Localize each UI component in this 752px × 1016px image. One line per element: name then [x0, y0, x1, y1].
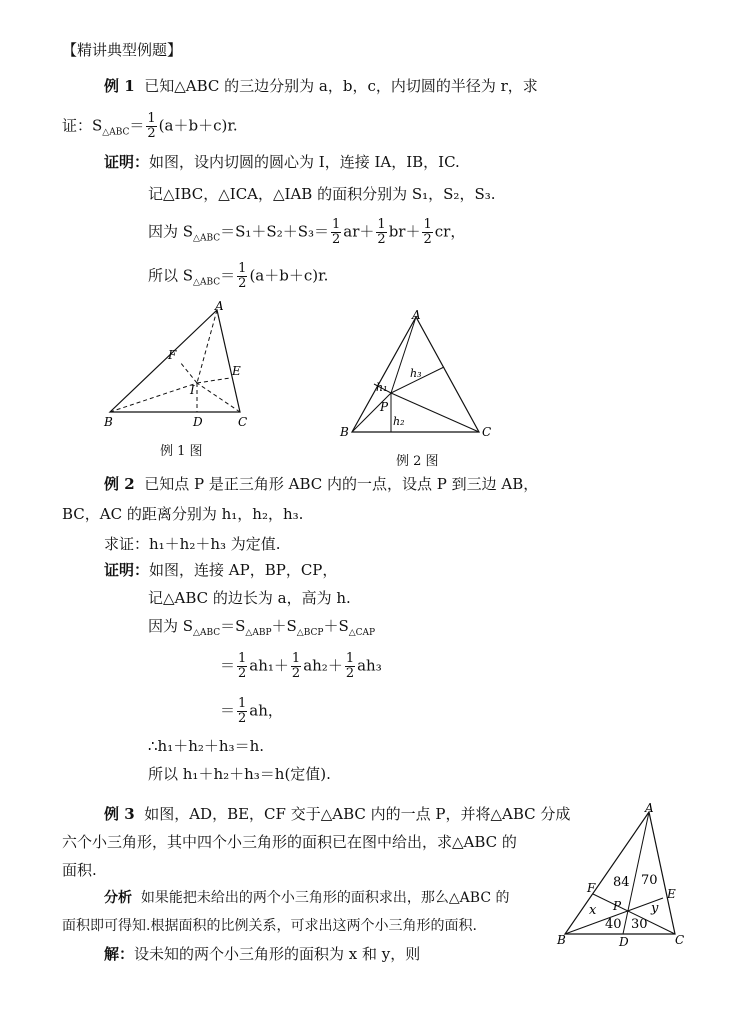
proof-2-line6: ∴h₁＋h₂＋h₃＝h.: [148, 737, 264, 755]
fig3-area-x: x: [589, 903, 597, 918]
fig1-line-ie: [197, 378, 230, 383]
fig3-area-40: 40: [605, 917, 622, 932]
fig3-label-b: B: [557, 933, 566, 947]
example-2-line3: 求证：h₁＋h₂＋h₃ 为定值.: [104, 535, 281, 553]
proof-2-line2: 记△ABC 的边长为 a，高为 h.: [148, 589, 351, 607]
solution-label: 解：: [104, 945, 135, 963]
example-1: [104, 76, 538, 96]
fig2-label-h3: h₃: [410, 367, 422, 380]
fig1-label-f: F: [168, 348, 177, 362]
proof-2-line3: 因为 $S_{\triangle ABC}=S_{\triangle ABP}+S_{\triangle BCP}+S_{\triangle CAP}$: [148, 617, 376, 638]
proof-2-label: 证明：: [104, 561, 150, 579]
proof-2-line1: 证明：如图，连接 AP，BP，CP，: [104, 561, 338, 579]
proof-1-line4: 所以 $S_{\triangle ABC}=$ $\frac{1}{2}$ (a＋b＋c)r.: [148, 261, 329, 291]
fig2-label-h2: h₂: [393, 415, 405, 428]
example-2-line1: 已知点 P 是正三角形 ABC 内的一点，设点 P 到三边 AB，: [144, 475, 539, 493]
proof-2-line5: ＝ $\frac{1}{2}$ ah，: [220, 696, 283, 726]
fig1-label-a: A: [215, 300, 224, 313]
proof-2-line7: 所以 h₁＋h₂＋h₃＝h(定值).: [148, 765, 331, 783]
proof-1-line1: 证明：如图，设内切圆的圆心为 I，连接 IA，IB，IC.: [104, 153, 460, 171]
fig3-label-p: P: [613, 899, 622, 913]
figure-3: [555, 800, 695, 950]
example-3-line2: 六个小三角形，其中四个小三角形的面积已在图中给出，求△ABC 的: [62, 833, 517, 851]
example-2-line2: BC，AC 的距离分别为 h₁，h₂，h₃.: [62, 505, 304, 523]
fig3-area-y: y: [651, 901, 659, 916]
example-1-line2: 证：$S_{\triangle ABC}=$ $\frac{1}{2}$ (a＋b＋c)r.: [62, 111, 238, 141]
fig3-label-c: C: [675, 933, 685, 947]
fig2-label-c: C: [482, 425, 492, 439]
proof-2-line4: ＝ $\frac{1}{2}$ ah₁＋ $\frac{1}{2}$ ah₂＋ $\frac{1}{2}$ ah₃: [220, 651, 382, 681]
fig3-label-f: F: [587, 881, 596, 895]
fig1-label-d: D: [193, 415, 203, 429]
proof-1-label: 证明：: [104, 153, 150, 171]
figure-2: [338, 305, 498, 445]
example-3: [104, 804, 570, 824]
fig3-area-84: 84: [613, 875, 630, 890]
analysis-line1: 分析 如果能把未给出的两个小三角形的面积求出，那么△ABC 的: [104, 890, 510, 906]
fig1-line-ai: [197, 310, 217, 383]
fig1-label-c: C: [238, 415, 248, 429]
example-1-label: 例 1: [104, 77, 135, 95]
fig2-label-a: A: [412, 308, 421, 322]
fig2-label-p: P: [380, 400, 389, 414]
fig2-label-h1: h₁: [376, 381, 388, 394]
example-2-label: 例 2: [104, 475, 135, 493]
fig1-label-b: B: [104, 415, 113, 429]
solution-line: 解：设未知的两个小三角形的面积为 x 和 y，则: [104, 945, 421, 963]
example-3-line3: 面积.: [62, 861, 97, 879]
analysis-label: 分析: [104, 890, 132, 906]
fig3-label-a: A: [645, 801, 654, 815]
figure-2-caption: 例 2 图: [396, 454, 439, 469]
example-3-line1: 如图，AD，BE，CF 交于△ABC 内的一点 P，并将△ABC 分成: [144, 805, 571, 823]
fig3-area-30: 30: [631, 917, 648, 932]
fraction-half: $\frac{1}{2}$: [147, 111, 156, 141]
fig3-label-d: D: [619, 935, 629, 949]
proof-1-line3: 因为 $S_{\triangle ABC}=S_1+S_2+S_3=$ $\frac{1}{2}$ ar＋ $\frac{1}{2}$ br＋ $\frac{1}{2}$ cr，: [148, 217, 466, 247]
proof-1-line2: 记△IBC，△ICA，△IAB 的面积分别为 S₁，S₂，S₃.: [148, 185, 496, 203]
fig1-line-if: [180, 362, 197, 383]
example-1-line1: 已知△ABC 的三边分别为 a，b，c，内切圆的半径为 r，求: [144, 77, 538, 95]
fig1-label-e: E: [232, 364, 241, 378]
fig3-area-70: 70: [641, 873, 658, 888]
section-header: 【精讲典型例题】: [62, 41, 183, 59]
figure-1-caption: 例 1 图: [160, 444, 203, 459]
fig1-label-i: I: [190, 383, 195, 397]
example-3-label: 例 3: [104, 805, 135, 823]
fig2-label-b: B: [340, 425, 349, 439]
figure-1: [100, 300, 260, 440]
fig1-line-bi: [110, 383, 197, 412]
example-2: [104, 474, 538, 494]
fig3-label-e: E: [667, 887, 676, 901]
fig3-triangle: [565, 812, 675, 934]
analysis-line2: 面积即可得知.根据面积的比例关系，可求出这两个小三角形的面积.: [62, 918, 477, 934]
fig1-line-ci: [197, 383, 240, 412]
